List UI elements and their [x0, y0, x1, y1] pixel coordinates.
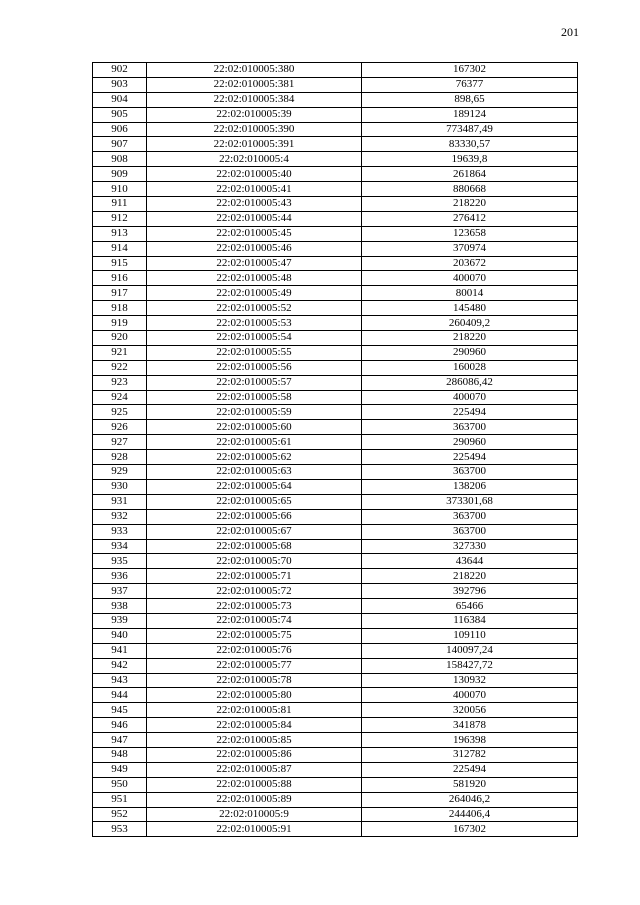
cadastral-number-cell: 22:02:010005:87	[147, 762, 362, 777]
cadastral-number-cell: 22:02:010005:71	[147, 569, 362, 584]
table-row	[93, 316, 578, 331]
table-row	[93, 688, 578, 703]
row-number-cell: 953	[93, 822, 147, 837]
value-cell: 218220	[362, 331, 578, 346]
cadastral-number-cell: 22:02:010005:61	[147, 435, 362, 450]
row-number-cell: 937	[93, 584, 147, 599]
table-row	[93, 673, 578, 688]
table-row	[93, 226, 578, 241]
table-row	[93, 107, 578, 122]
table-row	[93, 479, 578, 494]
row-number-cell: 947	[93, 733, 147, 748]
value-cell: 76377	[362, 77, 578, 92]
page-number: 201	[561, 25, 579, 39]
table-row	[93, 420, 578, 435]
cadastral-number-cell: 22:02:010005:77	[147, 658, 362, 673]
cadastral-number-cell: 22:02:010005:68	[147, 539, 362, 554]
row-number-cell: 943	[93, 673, 147, 688]
value-cell: 160028	[362, 360, 578, 375]
cadastral-number-cell: 22:02:010005:74	[147, 613, 362, 628]
row-number-cell: 924	[93, 390, 147, 405]
value-cell: 218220	[362, 197, 578, 212]
row-number-cell: 908	[93, 152, 147, 167]
table-row	[93, 539, 578, 554]
row-number-cell: 940	[93, 628, 147, 643]
cadastral-number-cell: 22:02:010005:45	[147, 226, 362, 241]
value-cell: 327330	[362, 539, 578, 554]
table-row	[93, 613, 578, 628]
table-row	[93, 465, 578, 480]
row-number-cell: 949	[93, 762, 147, 777]
row-number-cell: 914	[93, 241, 147, 256]
row-number-cell: 904	[93, 92, 147, 107]
row-number-cell: 945	[93, 703, 147, 718]
value-cell: 19639,8	[362, 152, 578, 167]
table-body	[93, 63, 578, 837]
value-cell: 341878	[362, 718, 578, 733]
value-cell: 43644	[362, 554, 578, 569]
cadastral-number-cell: 22:02:010005:44	[147, 211, 362, 226]
cadastral-number-cell: 22:02:010005:49	[147, 286, 362, 301]
table-row	[93, 435, 578, 450]
cadastral-number-cell: 22:02:010005:60	[147, 420, 362, 435]
cadastral-number-cell: 22:02:010005:70	[147, 554, 362, 569]
row-number-cell: 948	[93, 747, 147, 762]
value-cell: 83330,57	[362, 137, 578, 152]
value-cell: 400070	[362, 688, 578, 703]
row-number-cell: 934	[93, 539, 147, 554]
value-cell: 65466	[362, 599, 578, 614]
value-cell: 158427,72	[362, 658, 578, 673]
table-row	[93, 360, 578, 375]
row-number-cell: 917	[93, 286, 147, 301]
value-cell: 880668	[362, 182, 578, 197]
table-row	[93, 494, 578, 509]
table-row	[93, 345, 578, 360]
cadastral-number-cell: 22:02:010005:80	[147, 688, 362, 703]
row-number-cell: 913	[93, 226, 147, 241]
cadastral-number-cell: 22:02:010005:53	[147, 316, 362, 331]
table-row	[93, 256, 578, 271]
table-row	[93, 599, 578, 614]
cadastral-number-cell: 22:02:010005:4	[147, 152, 362, 167]
row-number-cell: 941	[93, 643, 147, 658]
table-row	[93, 792, 578, 807]
cadastral-number-cell: 22:02:010005:67	[147, 524, 362, 539]
cadastral-number-cell: 22:02:010005:58	[147, 390, 362, 405]
table-row	[93, 450, 578, 465]
table-row	[93, 762, 578, 777]
table-row	[93, 747, 578, 762]
cadastral-number-cell: 22:02:010005:43	[147, 197, 362, 212]
value-cell: 312782	[362, 747, 578, 762]
table-row	[93, 77, 578, 92]
table-row	[93, 63, 578, 78]
row-number-cell: 909	[93, 167, 147, 182]
table-row	[93, 152, 578, 167]
row-number-cell: 925	[93, 405, 147, 420]
value-cell: 80014	[362, 286, 578, 301]
table-row	[93, 197, 578, 212]
value-cell: 116384	[362, 613, 578, 628]
value-cell: 244406,4	[362, 807, 578, 822]
row-number-cell: 928	[93, 450, 147, 465]
value-cell: 392796	[362, 584, 578, 599]
value-cell: 320056	[362, 703, 578, 718]
table-row	[93, 569, 578, 584]
value-cell: 290960	[362, 435, 578, 450]
table-row	[93, 390, 578, 405]
row-number-cell: 915	[93, 256, 147, 271]
row-number-cell: 910	[93, 182, 147, 197]
table-row	[93, 703, 578, 718]
table-row	[93, 122, 578, 137]
table-row	[93, 271, 578, 286]
cadastral-number-cell: 22:02:010005:85	[147, 733, 362, 748]
cadastral-number-cell: 22:02:010005:40	[147, 167, 362, 182]
cadastral-number-cell: 22:02:010005:380	[147, 63, 362, 78]
row-number-cell: 912	[93, 211, 147, 226]
table-row	[93, 524, 578, 539]
value-cell: 167302	[362, 822, 578, 837]
row-number-cell: 911	[93, 197, 147, 212]
cadastral-number-cell: 22:02:010005:84	[147, 718, 362, 733]
value-cell: 196398	[362, 733, 578, 748]
value-cell: 260409,2	[362, 316, 578, 331]
table-row	[93, 777, 578, 792]
value-cell: 167302	[362, 63, 578, 78]
value-cell: 581920	[362, 777, 578, 792]
value-cell: 276412	[362, 211, 578, 226]
table-row	[93, 331, 578, 346]
value-cell: 218220	[362, 569, 578, 584]
cadastral-number-cell: 22:02:010005:64	[147, 479, 362, 494]
table-row	[93, 733, 578, 748]
row-number-cell: 903	[93, 77, 147, 92]
value-cell: 363700	[362, 524, 578, 539]
table-row	[93, 643, 578, 658]
row-number-cell: 926	[93, 420, 147, 435]
value-cell: 400070	[362, 271, 578, 286]
value-cell: 145480	[362, 301, 578, 316]
value-cell: 225494	[362, 762, 578, 777]
value-cell: 203672	[362, 256, 578, 271]
cadastral-table	[92, 62, 578, 837]
row-number-cell: 916	[93, 271, 147, 286]
cadastral-number-cell: 22:02:010005:59	[147, 405, 362, 420]
cadastral-number-cell: 22:02:010005:390	[147, 122, 362, 137]
cadastral-number-cell: 22:02:010005:54	[147, 331, 362, 346]
row-number-cell: 935	[93, 554, 147, 569]
table-row	[93, 286, 578, 301]
value-cell: 373301,68	[362, 494, 578, 509]
cadastral-number-cell: 22:02:010005:76	[147, 643, 362, 658]
cadastral-number-cell: 22:02:010005:47	[147, 256, 362, 271]
row-number-cell: 951	[93, 792, 147, 807]
cadastral-number-cell: 22:02:010005:46	[147, 241, 362, 256]
row-number-cell: 944	[93, 688, 147, 703]
row-number-cell: 907	[93, 137, 147, 152]
cadastral-number-cell: 22:02:010005:89	[147, 792, 362, 807]
row-number-cell: 930	[93, 479, 147, 494]
cadastral-number-cell: 22:02:010005:65	[147, 494, 362, 509]
table-row	[93, 211, 578, 226]
row-number-cell: 936	[93, 569, 147, 584]
cadastral-number-cell: 22:02:010005:62	[147, 450, 362, 465]
value-cell: 400070	[362, 390, 578, 405]
table-row	[93, 301, 578, 316]
cadastral-number-cell: 22:02:010005:86	[147, 747, 362, 762]
table-row	[93, 92, 578, 107]
cadastral-number-cell: 22:02:010005:384	[147, 92, 362, 107]
cadastral-number-cell: 22:02:010005:63	[147, 465, 362, 480]
value-cell: 140097,24	[362, 643, 578, 658]
value-cell: 225494	[362, 450, 578, 465]
row-number-cell: 929	[93, 465, 147, 480]
cadastral-number-cell: 22:02:010005:72	[147, 584, 362, 599]
row-number-cell: 939	[93, 613, 147, 628]
row-number-cell: 942	[93, 658, 147, 673]
row-number-cell: 923	[93, 375, 147, 390]
row-number-cell: 905	[93, 107, 147, 122]
value-cell: 130932	[362, 673, 578, 688]
row-number-cell: 938	[93, 599, 147, 614]
row-number-cell: 933	[93, 524, 147, 539]
cadastral-number-cell: 22:02:010005:81	[147, 703, 362, 718]
row-number-cell: 932	[93, 509, 147, 524]
table-row	[93, 167, 578, 182]
row-number-cell: 952	[93, 807, 147, 822]
row-number-cell: 946	[93, 718, 147, 733]
cadastral-number-cell: 22:02:010005:75	[147, 628, 362, 643]
cadastral-number-cell: 22:02:010005:78	[147, 673, 362, 688]
cadastral-number-cell: 22:02:010005:57	[147, 375, 362, 390]
value-cell: 363700	[362, 420, 578, 435]
cadastral-number-cell: 22:02:010005:91	[147, 822, 362, 837]
cadastral-number-cell: 22:02:010005:88	[147, 777, 362, 792]
row-number-cell: 918	[93, 301, 147, 316]
cadastral-number-cell: 22:02:010005:41	[147, 182, 362, 197]
value-cell: 370974	[362, 241, 578, 256]
value-cell: 109110	[362, 628, 578, 643]
value-cell: 363700	[362, 509, 578, 524]
value-cell: 290960	[362, 345, 578, 360]
cadastral-number-cell: 22:02:010005:73	[147, 599, 362, 614]
value-cell: 261864	[362, 167, 578, 182]
table-row	[93, 509, 578, 524]
cadastral-number-cell: 22:02:010005:55	[147, 345, 362, 360]
cadastral-number-cell: 22:02:010005:39	[147, 107, 362, 122]
row-number-cell: 950	[93, 777, 147, 792]
table-row	[93, 405, 578, 420]
value-cell: 773487,49	[362, 122, 578, 137]
row-number-cell: 927	[93, 435, 147, 450]
value-cell: 898,65	[362, 92, 578, 107]
table-row	[93, 822, 578, 837]
table-row	[93, 658, 578, 673]
table-row	[93, 182, 578, 197]
value-cell: 225494	[362, 405, 578, 420]
row-number-cell: 922	[93, 360, 147, 375]
cadastral-number-cell: 22:02:010005:391	[147, 137, 362, 152]
table-row	[93, 375, 578, 390]
row-number-cell: 931	[93, 494, 147, 509]
cadastral-number-cell: 22:02:010005:9	[147, 807, 362, 822]
table-row	[93, 584, 578, 599]
table-row	[93, 807, 578, 822]
cadastral-number-cell: 22:02:010005:48	[147, 271, 362, 286]
row-number-cell: 921	[93, 345, 147, 360]
table-row	[93, 137, 578, 152]
value-cell: 189124	[362, 107, 578, 122]
table-row	[93, 718, 578, 733]
cadastral-number-cell: 22:02:010005:52	[147, 301, 362, 316]
value-cell: 138206	[362, 479, 578, 494]
value-cell: 363700	[362, 465, 578, 480]
table-row	[93, 241, 578, 256]
value-cell: 286086,42	[362, 375, 578, 390]
cadastral-number-cell: 22:02:010005:381	[147, 77, 362, 92]
table-row	[93, 628, 578, 643]
row-number-cell: 919	[93, 316, 147, 331]
row-number-cell: 902	[93, 63, 147, 78]
row-number-cell: 906	[93, 122, 147, 137]
value-cell: 123658	[362, 226, 578, 241]
cadastral-number-cell: 22:02:010005:66	[147, 509, 362, 524]
value-cell: 264046,2	[362, 792, 578, 807]
cadastral-number-cell: 22:02:010005:56	[147, 360, 362, 375]
row-number-cell: 920	[93, 331, 147, 346]
table-row	[93, 554, 578, 569]
